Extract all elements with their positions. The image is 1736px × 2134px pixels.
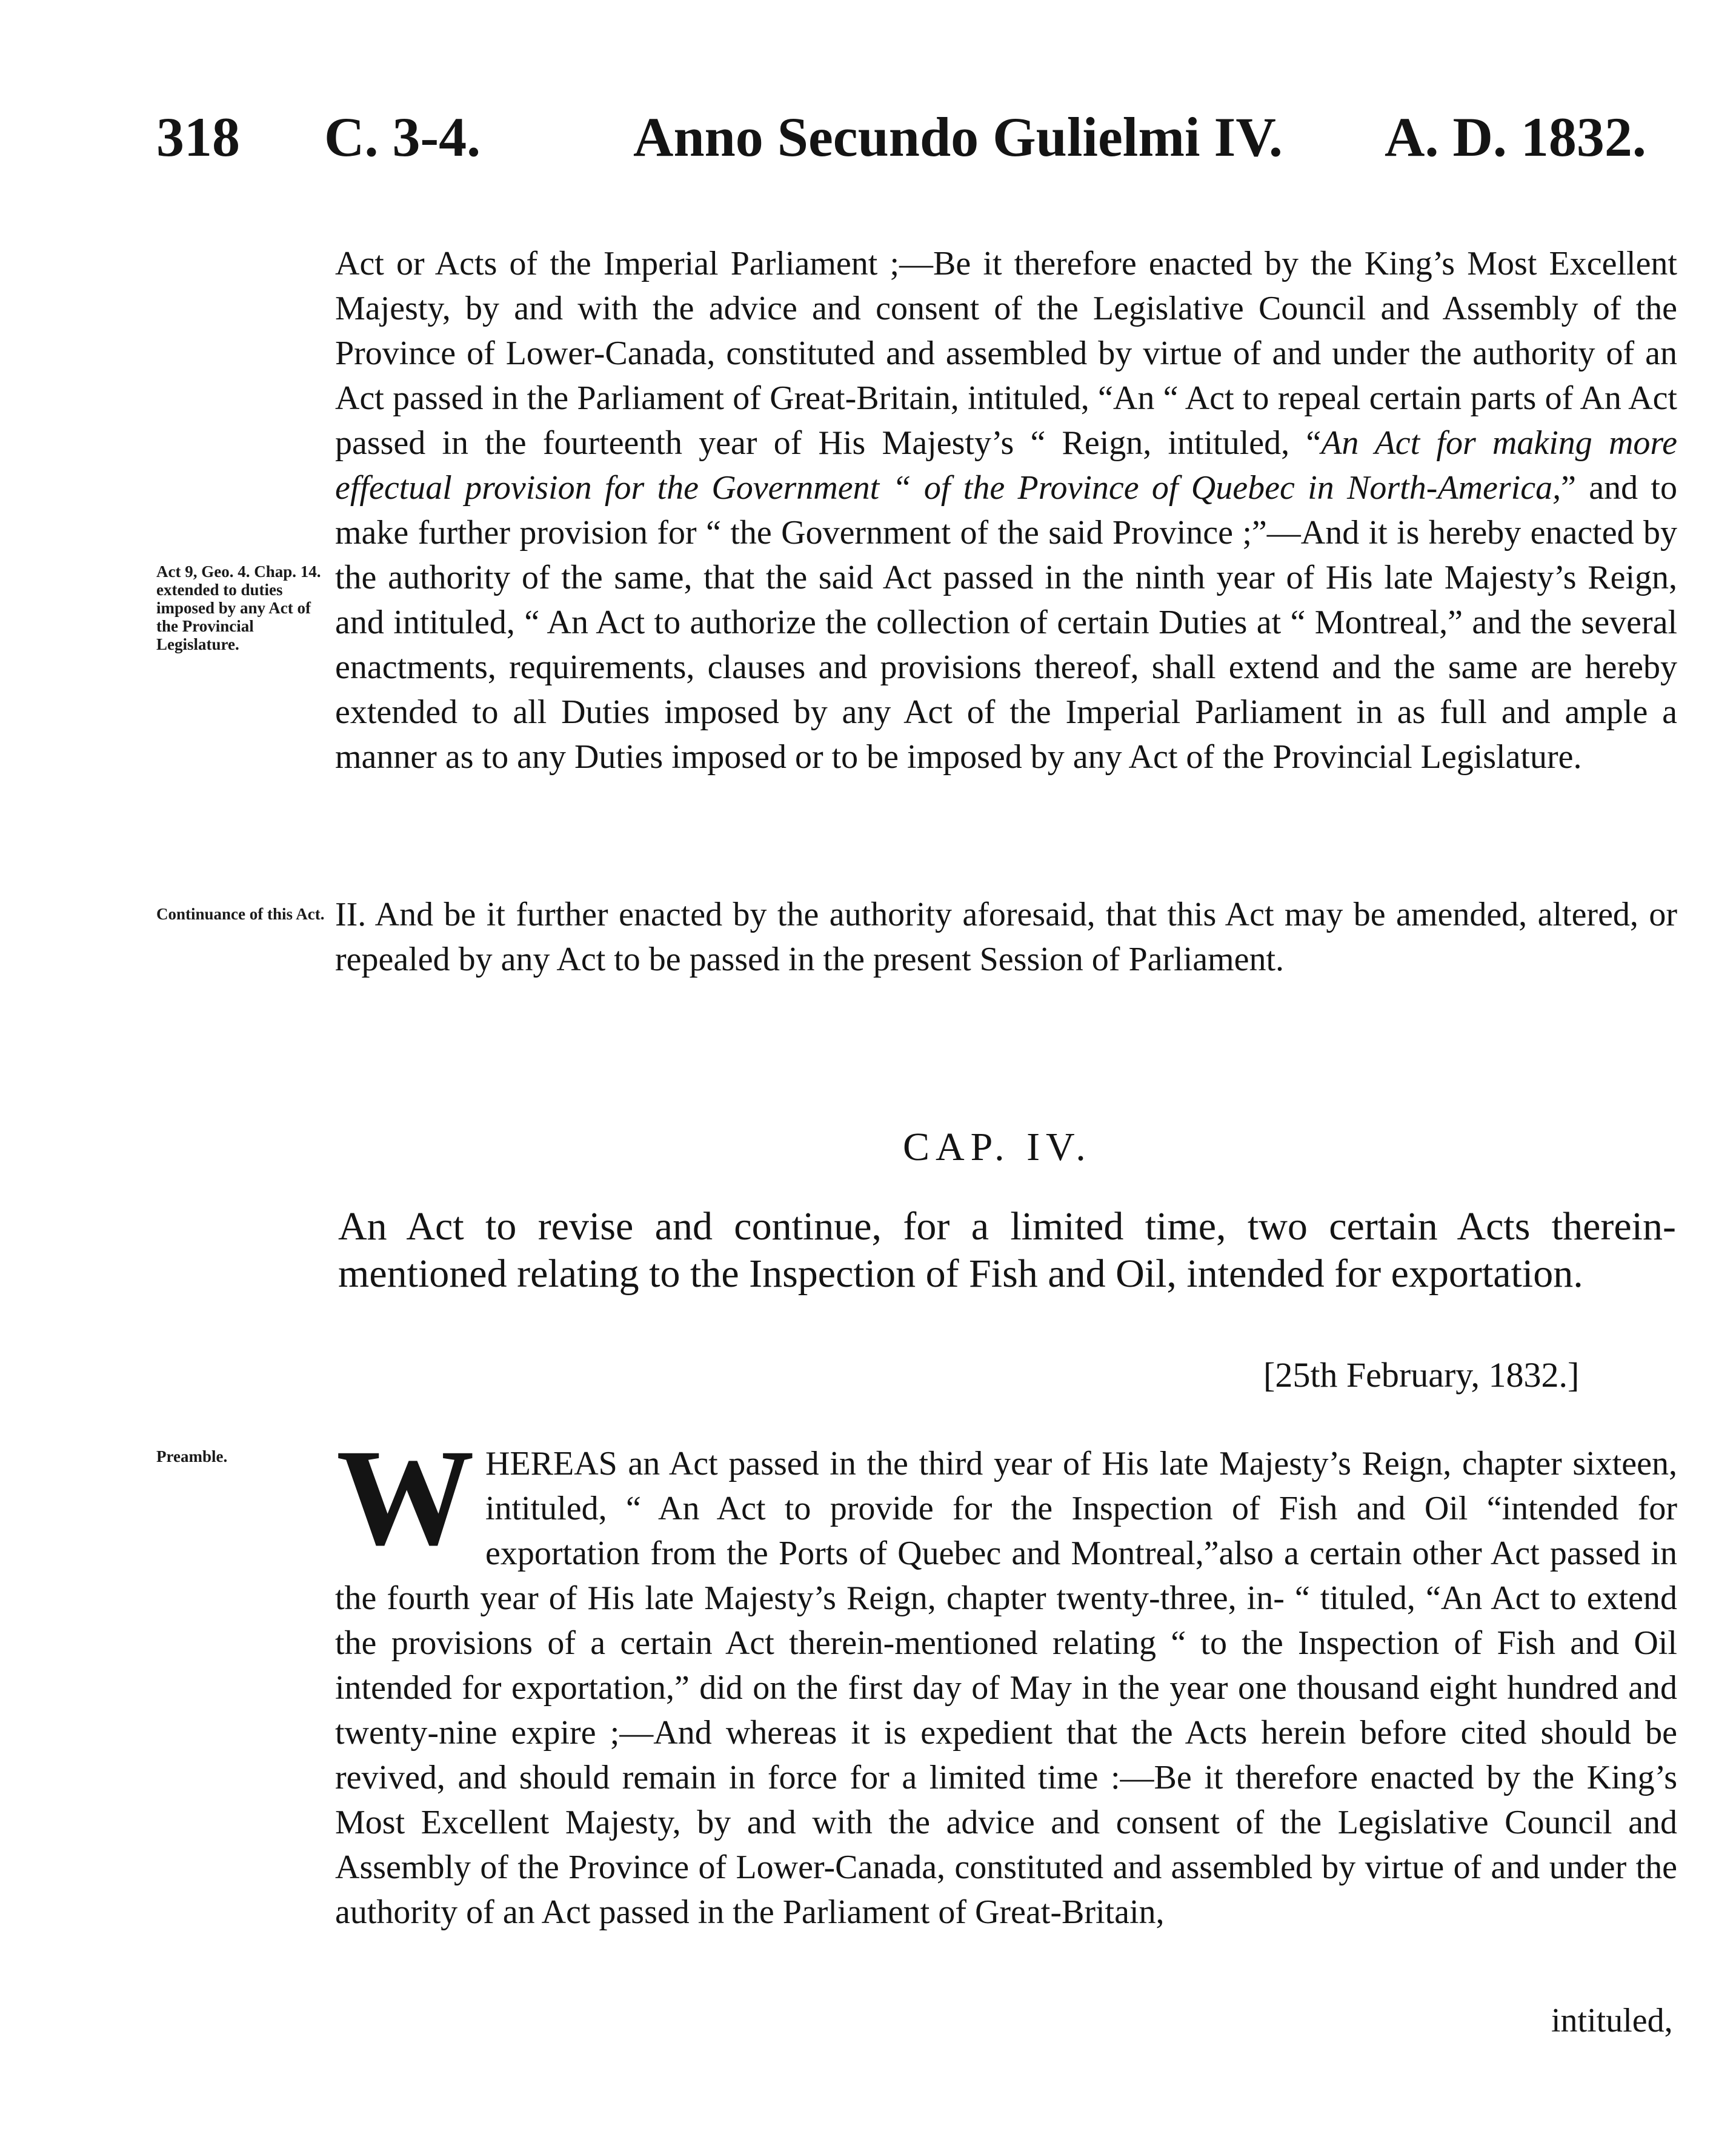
paragraph-section-two: II. And be it further enacted by the authority aforesaid, that this Act may be amended, altered, or repealed by any Act to be passed in the present Session of Parliament. bbox=[335, 896, 1677, 978]
act-title: An Act to revise and continue, for a limited time, two certain Acts therein-mentioned relating to the Inspection of Fish and Oil, intended for exportation. bbox=[338, 1204, 1676, 1296]
catchword: intituled, bbox=[1551, 2002, 1673, 2039]
drop-cap: W bbox=[336, 1421, 474, 1574]
paragraph-enactment-text-end: ” and to make further provision for “ the Government of the said Province ;”—And it is hereby enacted by the authority of the same, that the said Act passed in the ninth year of His late Majesty’s Reign, and intituled, “ An Act to authorize the collection of certain Duties at “ Montreal,” and the several enactments, requirements, clauses and provisions thereof, shall extend and the same are hereby extended to all Duties imposed by any Act of the Imperial Parliament in as full and ample a manner as to any Duties imposed or to be imposed by any Act of the Provincial Legislature. bbox=[335, 469, 1677, 776]
margin-note-duties: Act 9, Geo. 4. Chap. 14. extended to duties imposed by any Act of the Provincial Legislature. bbox=[156, 562, 321, 653]
paragraph-enactment-text: Act or Acts of the Imperial Parliament ;—Be it therefore enacted by the King’s Most Excellent Majesty, by and with the advice and consent of the Legislative Council and Assembly of the Province of Lower-Canada, constituted and assembled by virtue of and under the authority of an Act passed in the Parliament of Great-Britain, intituled, “An “ Act to repeal certain parts of An Act passed in the fourteenth year of His Majesty’s “ Reign, intituled, “ bbox=[335, 245, 1677, 462]
paragraph-enactment bbox=[335, 241, 1677, 779]
header-year: A. D. 1832. bbox=[1385, 106, 1646, 168]
page-number: 318 bbox=[156, 106, 240, 168]
italic-act-title: An Act for making more effectual provision for the Government “ of the Province of Quebec in North-America, bbox=[335, 424, 1677, 507]
paragraph-preamble-text: HEREAS an Act passed in the third year of His late Majesty’s Reign, chapter sixteen, intituled, “ An Act to provide for the Inspection of Fish and Oil “intended for exportation from the Ports of Quebec and Montreal,”also a certain other Act passed in the fourth year of His late Majesty’s Reign, chapter twenty-three, in- “ tituled, “An Act to extend the provisions of a certain Act therein-mentioned relating “ to the Inspection of Fish and Oil intended for exportation,” did on the first day of May in the year one thousand eight hundred and twenty-nine expire ;—And whereas it is expedient that the Acts herein before cited should be revived, and should remain in force for a limited time :—Be it therefore enacted by the King’s Most Excellent Majesty, by and with the advice and consent of the Legislative Council and Assembly of the Province of Lower-Canada, constituted and assembled by virtue of and under the authority of an Act passed in the Parliament of Great-Britain, bbox=[335, 1445, 1677, 1931]
margin-note-continuance: Continuance of this Act. bbox=[156, 905, 325, 923]
margin-note-preamble: Preamble. bbox=[156, 1447, 228, 1465]
act-date: [25th February, 1832.] bbox=[1263, 1355, 1580, 1395]
paragraph-preamble bbox=[335, 1421, 1677, 1935]
chapter-reference: C. 3-4. bbox=[324, 106, 481, 168]
running-title: Anno Secundo Gulielmi IV. bbox=[633, 106, 1283, 168]
chapter-heading: CAP. IV. bbox=[903, 1125, 1092, 1169]
